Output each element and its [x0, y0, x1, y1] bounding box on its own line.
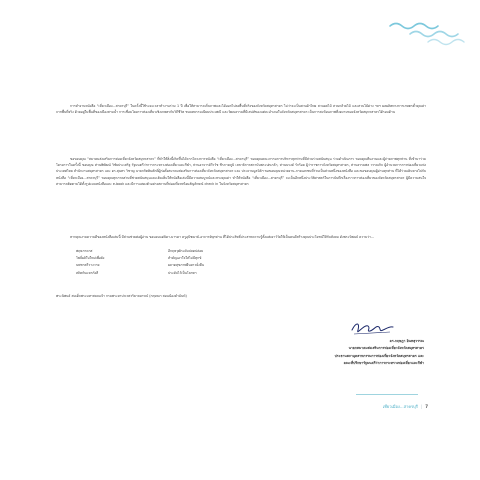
- wave-decoration-icon: [380, 12, 470, 52]
- poem-line-left: พฤษภาคาส: [76, 249, 93, 253]
- signature-icon: [348, 314, 398, 340]
- poem-line: [76, 270, 286, 277]
- poem-line-right: ผลาดสุขภาพยืนยาวยั่งยืน: [168, 263, 204, 268]
- poem-source: พระนิพนธ์ สมเด็จพระมหาสมณเจ้า กรมพระยาปวเรศวริยาลงกรณ์ (กฤษณา สอนน้องคำฉันท์): [56, 294, 187, 298]
- poem-line: [76, 255, 286, 262]
- poem-line-left: สถิตกันแทรกังสี: [76, 270, 99, 275]
- poem-verse: [76, 248, 286, 277]
- poem-line-left: นพชาตรีวางวาย: [76, 263, 100, 268]
- signer-title-1: นายกสมาคมส่งเสริมการท่องเที่ยวจังหวัดสมุทรสาคร: [348, 346, 424, 351]
- poem-line: [76, 248, 286, 255]
- signer-title-3: คณะที่ปรึกษารัฐมนตรีว่าการกระทรวงท่องเที่ยวและกีฬา: [343, 361, 424, 366]
- poem-line-left: โพธิ์ผลิใบใหม่เพื่อยัง: [76, 256, 105, 261]
- poem-line-right: สำคัญเอาใจใส่ไม่มีทุกข์: [168, 256, 202, 261]
- page-footer: [383, 403, 428, 410]
- paragraph-dedication: [56, 234, 426, 240]
- poem-line: [76, 262, 286, 269]
- paragraph-intro-text: การทำงานหนังสือ “เที่ยวเมือง...สาครบุรี” ในครั้งนี้ใช้ระยะเวลาทำงานร่วม 1 ปี เพื่อให้สามารถเก็บภาพและได้ออกไปลงพื้นที่จริงของจังหวัดสมุทรสาคร ไม่ว่าจะเป็นสวนผ้าไทย สวนผลไม้ สวนกล้วยไม้ และสวนไม้ด่าง ฯลฯ ผลผลิตทางการเกษตรตั้วคุณค่าจากพื้นที่จริง ด้วยอยู่ในพื้นที่ของเมืองสามน้ำ การเชื่อมโยงการท่องเที่ยวเชิงเกษตรกับวิถีชีวิต ชนบทธรรมเนียมประเพณี และวัฒนธรรมที่มีเสน่ห์ของแต่ละอำเภอในจังหวัดสมุทรสาคร เป็นการสะท้อนภาพที่งดงามของจังหวัดสมุทรสาครได้รอบด้าน: [56, 104, 426, 115]
- page-number: 7: [425, 404, 428, 409]
- paragraph-thanks-text: ขอขอบคุณ “สมาคมส่งเสริมการท่องเที่ยวจังหวัดสมุทรสาคร” ที่ทำให้สิ่งนี้เกิดขึ้นได้จากโครงการหนังสือ “เที่ยวเมือง...สาครบุรี” ขอบคุณคณะกรรมการบริหารทุกท่านที่มีส่วนร่วมสนับสนุน ร่วมดำเนินการ ขอบคุณทีมงานและผู้ถ่ายภาพทุกท่าน ที่เข้ามาร่วมโครงการในครั้งนี้ ขอบคุณ ท่านพิพัฒน์ วิชัยประเสริฐ รัฐมนตรีว่าการกระทรวงท่องเที่ยวและกีฬา, ท่านอาจารย์วีรวัช ชีรภาคภูมิ เลขาธิการสถาบันพระปกเกล้า, ท่านนรงค์ รักร้อย ผู้ว่าราชการจังหวัดสมุทรสาคร, ท่านธรรมพล วรรณกิจ ผู้อำนวยการการท่องเที่ยวแห่งประเทศไทย สำนักงานสมุทรสาคร และ ดร.สุนทร วิชาญ นายกกิตติมศักดิ์ผู้ก่อตั้งสมาคมส่งเสริมการท่องเที่ยวจังหวัดสมุทรสาคร และ ประธานมูลนิธิฯ ขอขอบคุณหน่วยงาน-ภาคเอกชนที่ร่วมเป็นส่วนหนึ่งของหนังสือ และขอขอบคุณผู้อ่านทุกท่าน ที่ได้ร่วมเดินทางไปกับหนังสือ “เที่ยวเมือง...สาครบุรี” ขอบคุณทุกภาคส่วนที่ช่วยสนับสนุนและเติมเต็มให้หนังสือเล่มนี้มีความสมบูรณ์และทรงคุณค่า ทำให้หนังสือ “เที่ยวเมือง...สาครบุรี” จะเป็นอีกหนึ่งประวัติศาสตร์ในการบันทึกเรื่องราวการท่องเที่ยวของจังหวัดสมุทรสาคร ผู้มีความสนใจสามารถติดตามได้ทั้งรูปแบบหนังสือและ e-book และมีการแสดงตัวอย่างสถานที่ท่องเที่ยวพร้อมสัญลักษณ์ check in ในจังหวัดสมุทรสาคร: [56, 157, 426, 186]
- paragraph-thanks: [56, 156, 426, 187]
- footer-divider: [356, 394, 418, 395]
- paragraph-dedication-text: หากคุณงามความดีของหนังสือเล่มนี้ มีส่วนช่วยต่อผู้อ่าน ขอมอบแด่บิดา-มารดา ครูอุปัชฌาย์-อาจารย์ทุกท่าน ที่ได้ประสิทธิ์ประสาทความรู้ตั้งแต่เยาว์วัยให้เป็นคนดีสร้างคุณประโยชน์ให้กับสังคม ดังพระนิพนธ์ ความว่า...: [70, 235, 375, 239]
- poem-line-right: อีกฤษวุฒิระดับปลดปล่อย: [168, 249, 204, 253]
- footer-separator: |: [420, 404, 423, 409]
- signer-block: [164, 338, 424, 368]
- paragraph-intro: [56, 103, 426, 115]
- signer-name: ดร.กฤษฎา อินทสุวรรณ: [389, 339, 424, 343]
- poem-line-right: ประดับไว้เป็นโลกทา: [168, 270, 197, 275]
- signer-title-2: ประธานสภาอุตสาหกรรมการท่องเที่ยวจังหวัดสมุทรสาคร และ: [334, 353, 424, 358]
- footer-book-title: เที่ยวเมือง...สาครบุรี: [382, 404, 418, 409]
